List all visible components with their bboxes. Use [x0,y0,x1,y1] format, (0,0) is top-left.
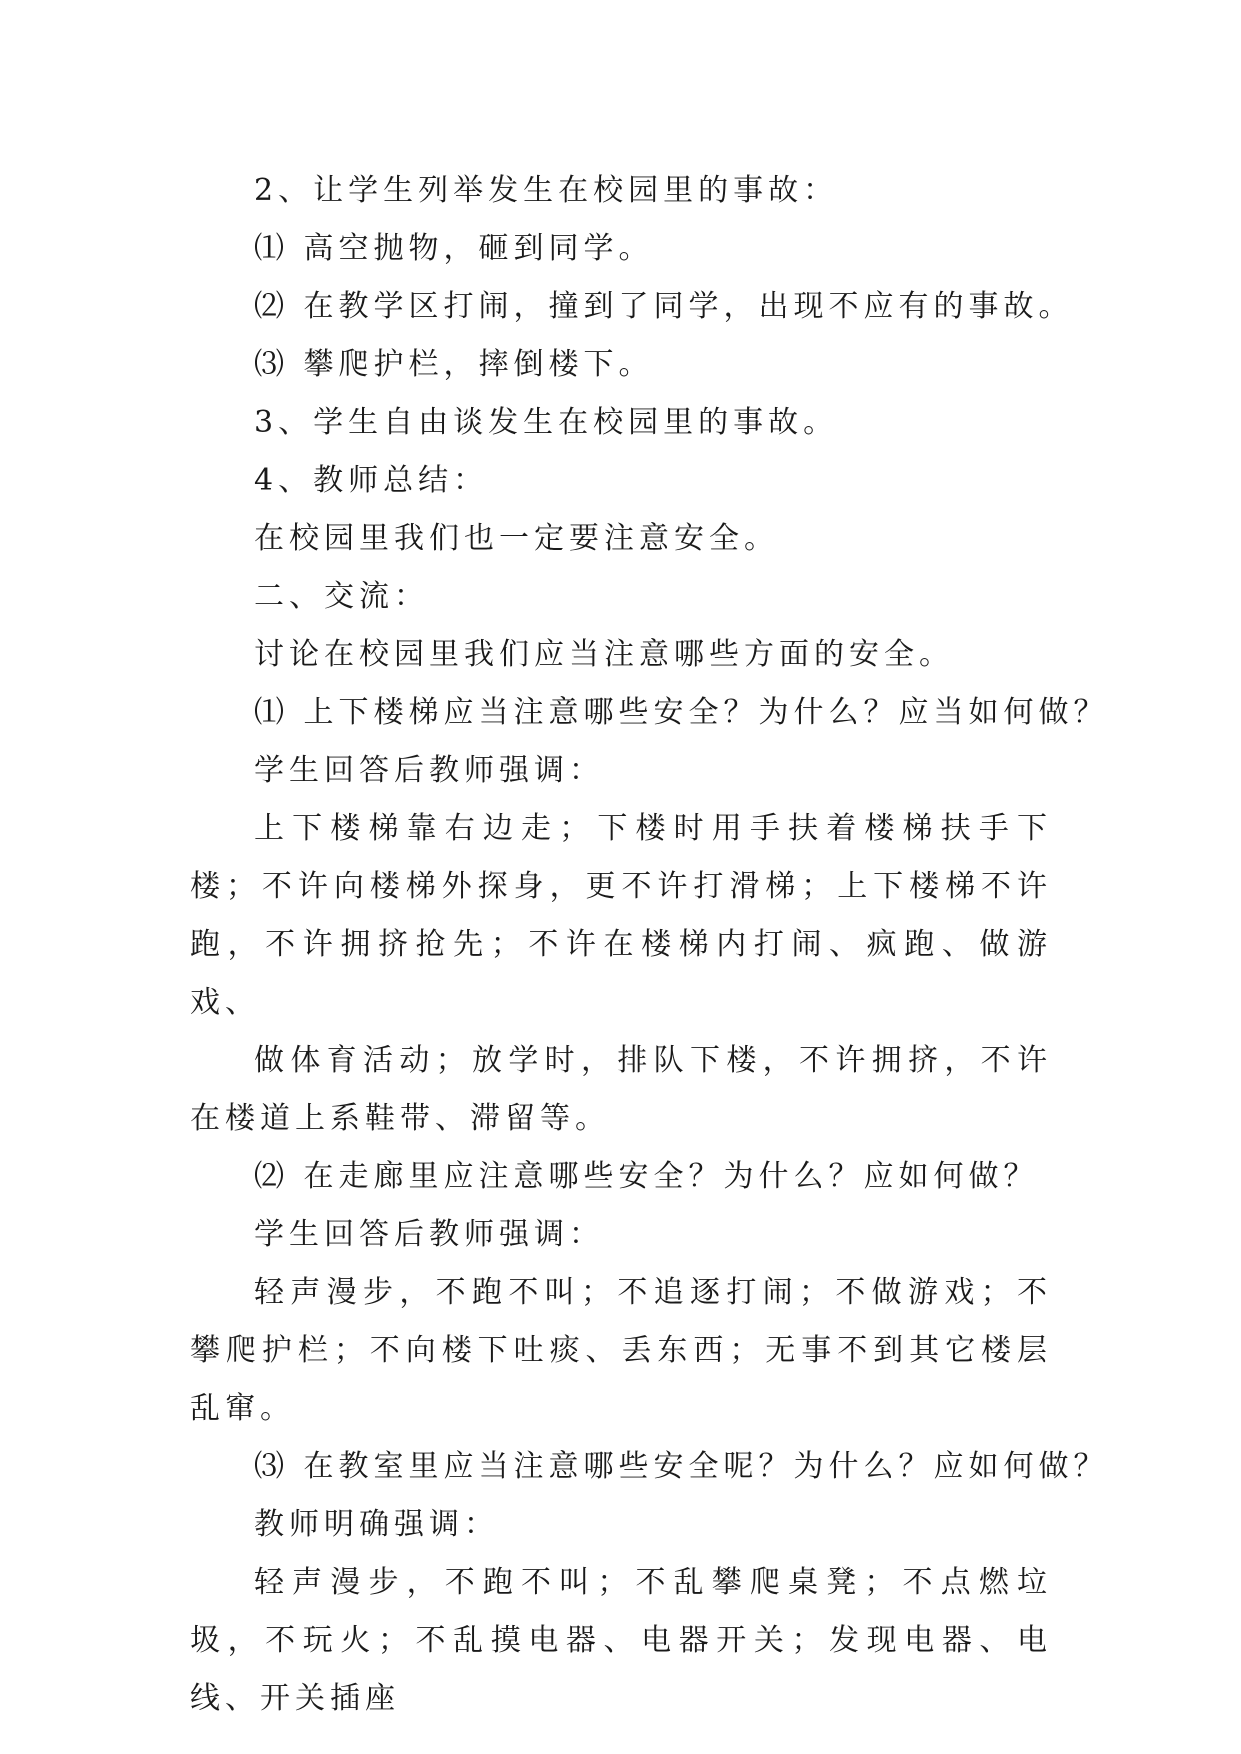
list-item: ⑵ 在教学区打闹，撞到了同学，出现不应有的事故。 [254,289,1074,324]
paragraph: 在校园里我们也一定要注意安全。 [254,521,779,556]
paragraph: 学生回答后教师强调： [254,1217,604,1252]
paragraph: 学生回答后教师强调： [254,753,604,788]
document-body [190,162,1109,1728]
list-item: ⑶ 攀爬护栏，摔倒楼下。 [254,347,654,382]
section-heading: 二、交流： [254,579,429,614]
list-item: ⑶ 在教室里应当注意哪些安全呢？为什么？应如何做？ [254,1449,1109,1484]
paragraph: 轻声漫步，不跑不叫；不乱攀爬桌凳；不点燃垃圾，不玩火；不乱摸电器、电器开关；发现电器、电线、开关插座 [190,1565,1052,1716]
list-item: ⑵ 在走廊里应注意哪些安全？为什么？应如何做？ [254,1159,1039,1194]
paragraph: 2、让学生列举发生在校园里的事故： [254,173,839,208]
paragraph: 4、教师总结： [254,463,489,498]
paragraph: 讨论在校园里我们应当注意哪些方面的安全。 [254,637,954,672]
paragraph: 上下楼梯靠右边走；下楼时用手扶着楼梯扶手下楼；不许向楼梯外探身，更不许打滑梯；上下楼梯不许跑，不许拥挤抢先；不许在楼梯内打闹、疯跑、做游戏、 [190,811,1052,1020]
paragraph: 做体育活动；放学时，排队下楼，不许拥挤，不许在楼道上系鞋带、滞留等。 [190,1043,1052,1136]
paragraph: 轻声漫步，不跑不叫；不追逐打闹；不做游戏；不攀爬护栏；不向楼下吐痰、丢东西；无事不到其它楼层乱窜。 [190,1275,1052,1426]
list-item: ⑴ 上下楼梯应当注意哪些安全？为什么？应当如何做？ [254,695,1109,730]
paragraph: 教师明确强调： [254,1507,499,1542]
paragraph: 3、学生自由谈发生在校园里的事故。 [254,405,839,440]
list-item: ⑴ 高空抛物，砸到同学。 [254,231,654,266]
